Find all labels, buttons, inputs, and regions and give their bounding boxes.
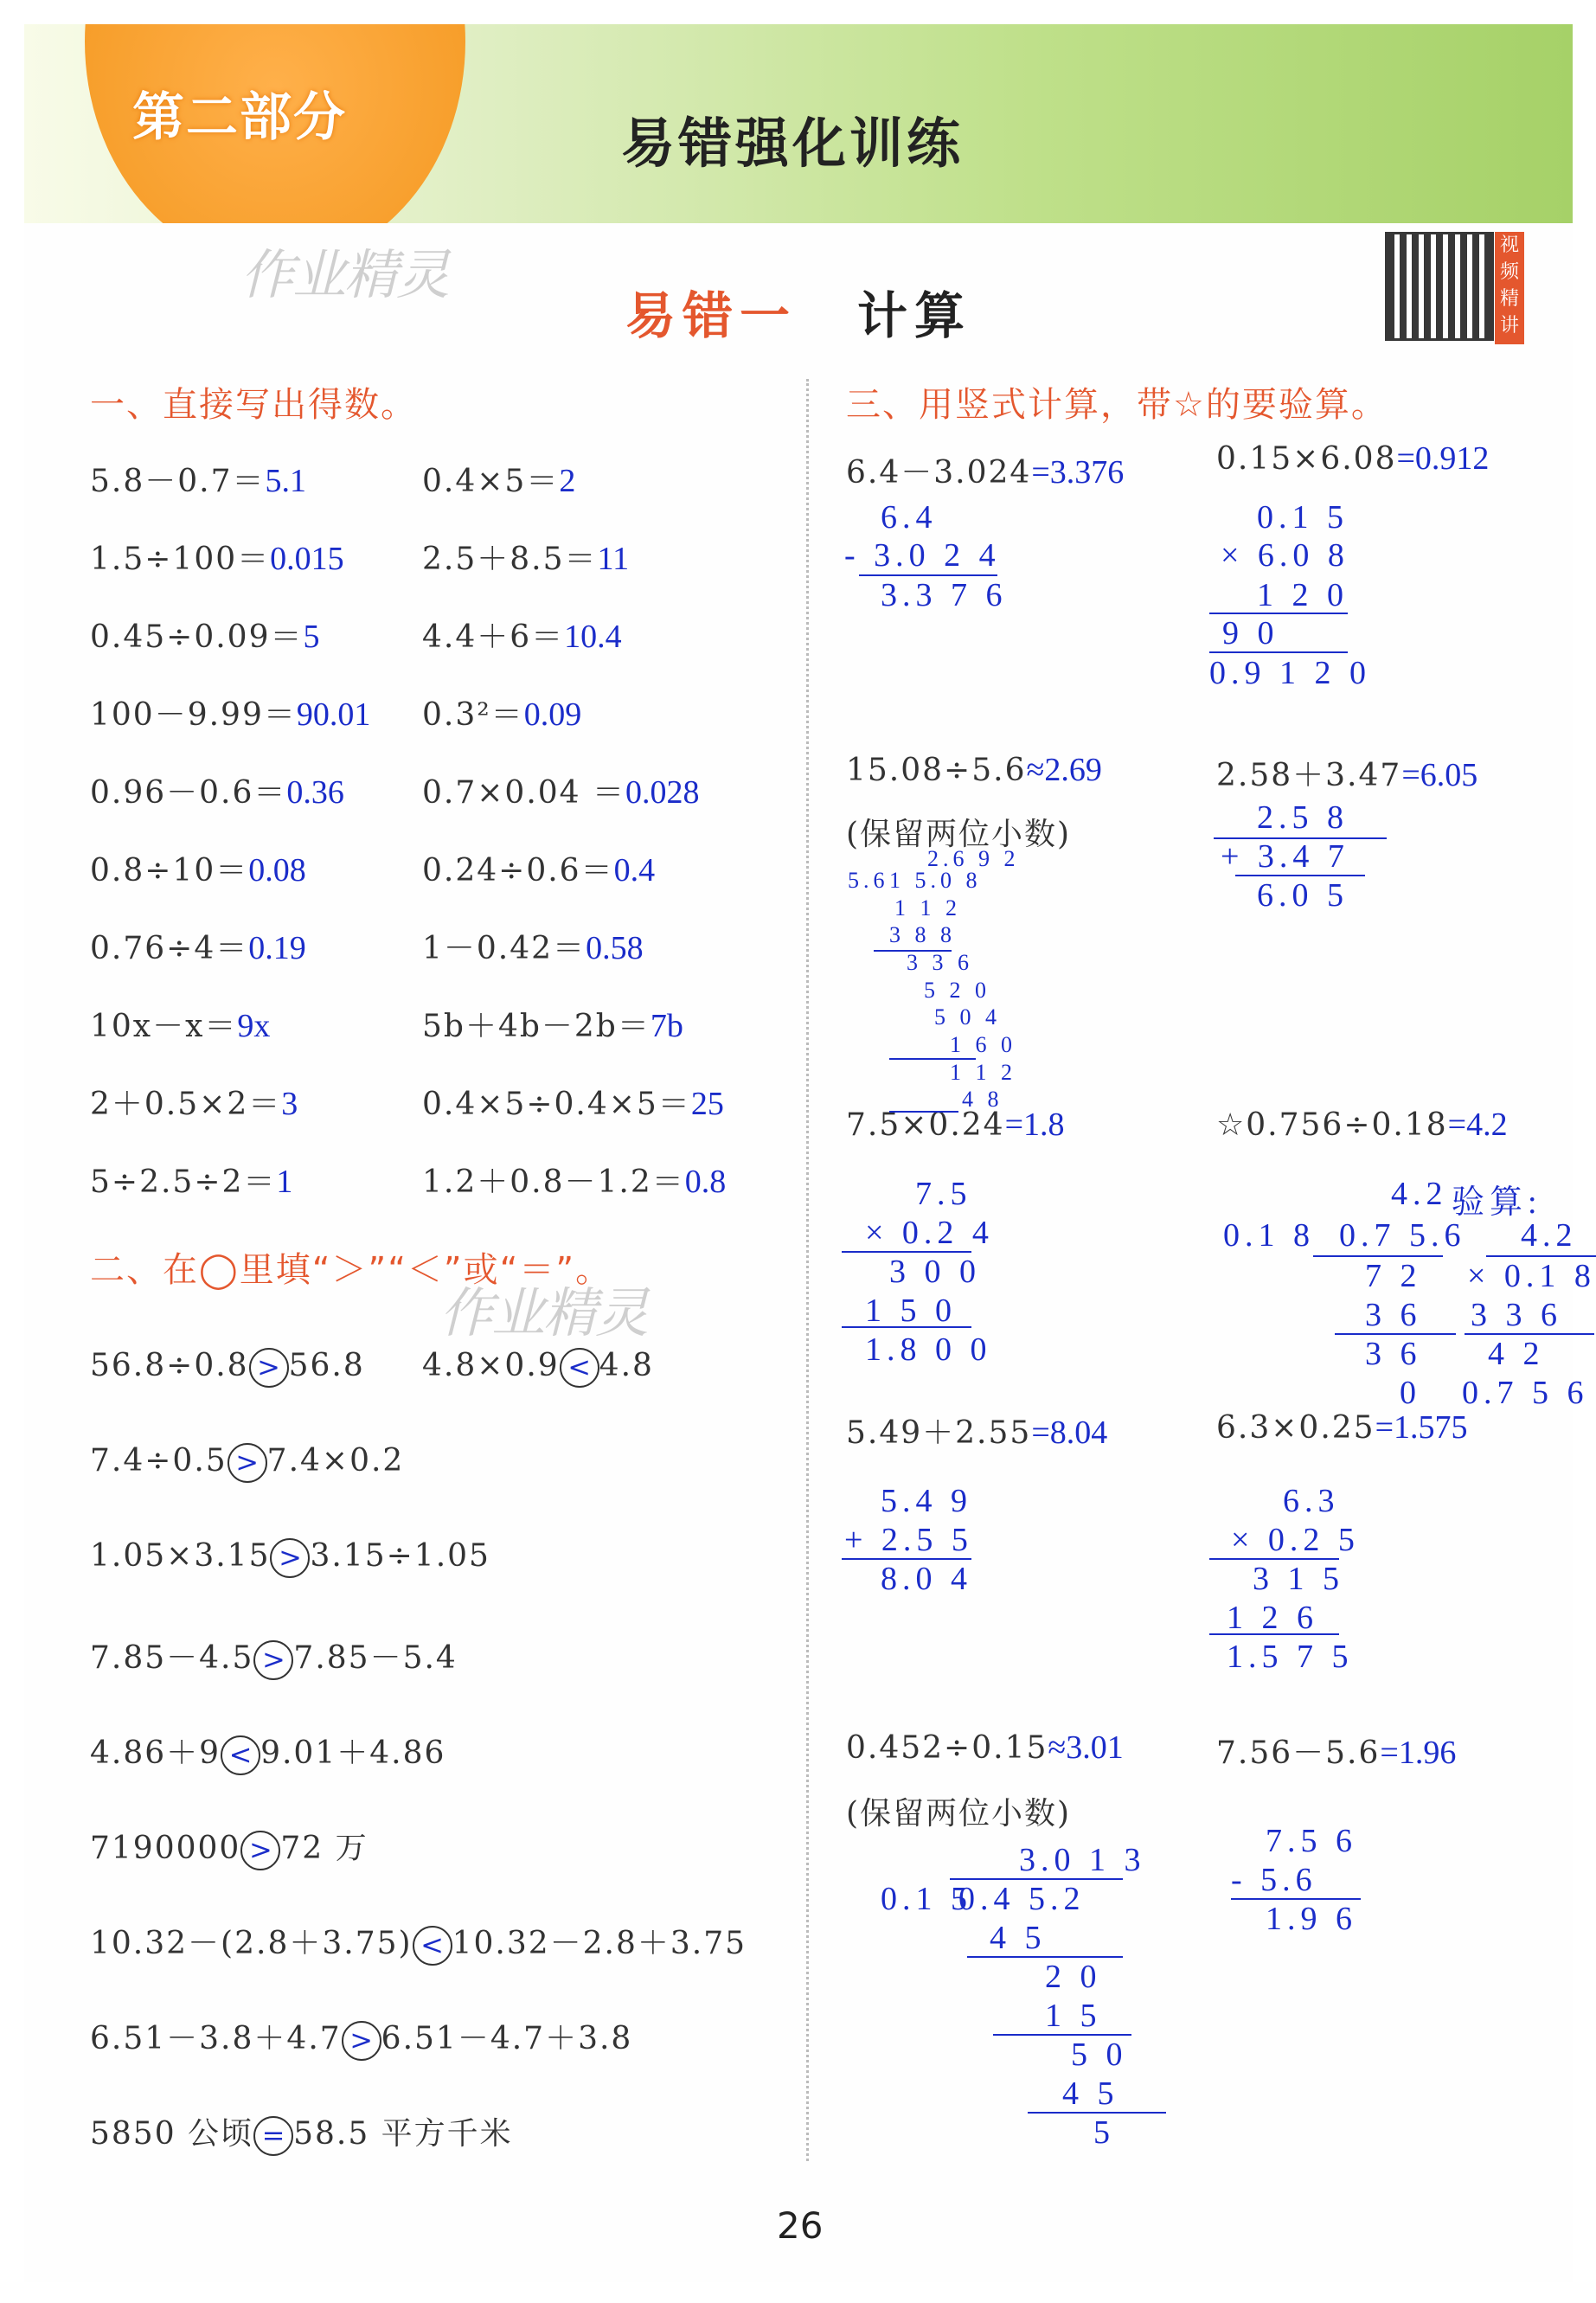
compare-left: 1.05×3.15 xyxy=(90,1538,271,1574)
compare-circle[interactable]: > xyxy=(342,2021,381,2061)
work-line: 5 0 4 xyxy=(934,1004,1001,1030)
compare-circle[interactable]: < xyxy=(560,1348,599,1388)
watermark-2: 作业精灵 xyxy=(439,1281,648,1344)
work-line: 1 1 2 xyxy=(894,895,961,921)
work-rule xyxy=(1028,2112,1166,2114)
work-line: 1 2 0 xyxy=(1257,577,1349,613)
problem-expression: 15.08÷5.6 xyxy=(846,753,1027,788)
vertical-problem xyxy=(1216,439,1489,478)
part-label: 第二部分 xyxy=(132,87,347,148)
work-line: 8.0 4 xyxy=(881,1561,972,1597)
work-line: 2.6 9 2 xyxy=(927,846,1020,871)
work-rule xyxy=(874,950,952,952)
work-line: 0.1 5 xyxy=(1257,499,1349,536)
compare-right: 72 万 xyxy=(280,1831,369,1866)
section1-heading: 一、直接写出得数。 xyxy=(90,385,417,425)
compare-left: 4.8×0.9 xyxy=(422,1348,560,1383)
page xyxy=(24,24,1596,2282)
work-rule xyxy=(1209,1633,1339,1635)
vertical-problem xyxy=(1216,751,1477,795)
problem-answer: =0.912 xyxy=(1396,440,1490,477)
work-line: × 0.2 5 xyxy=(1231,1522,1360,1558)
watermark: 作业精灵 xyxy=(240,243,449,306)
calc-question: 0.8÷10＝ xyxy=(90,853,249,888)
compare-right: 7.85－5.4 xyxy=(293,1640,458,1676)
calc-item xyxy=(90,690,370,735)
work-line: 4.2 xyxy=(1391,1176,1448,1212)
compare-item xyxy=(90,1348,365,1388)
compare-item xyxy=(90,1538,490,1578)
calc-item xyxy=(422,846,655,890)
compare-circle[interactable]: < xyxy=(413,1926,452,1966)
work-line: × 6.0 8 xyxy=(1221,537,1349,574)
work-line: 9 0 xyxy=(1222,615,1279,651)
problem-answer: =3.376 xyxy=(1031,454,1125,491)
problem-expression: 7.5×0.24 xyxy=(846,1107,1005,1143)
calc-answer: 3 xyxy=(281,1086,298,1122)
calc-question: 0.7×0.04 ＝ xyxy=(422,775,626,811)
work-rule xyxy=(1335,1333,1456,1335)
work-rule xyxy=(1486,1255,1596,1257)
calc-item xyxy=(90,924,306,968)
work-rule xyxy=(1209,651,1348,653)
work-line: 3 6 xyxy=(1365,1336,1422,1372)
work-line: - 3.0 2 4 xyxy=(844,537,1001,574)
calc-question: 10x－x＝ xyxy=(90,1009,238,1044)
work-line: × 0.1 8 xyxy=(1467,1258,1596,1294)
calc-answer: 0.08 xyxy=(248,852,306,888)
work-line: 1.9 6 xyxy=(1266,1901,1357,1937)
calc-question: 2.5＋8.5＝ xyxy=(422,542,598,577)
work-line: 4 5 xyxy=(990,1920,1047,1956)
work-line: 0.9 1 2 0 xyxy=(1209,655,1371,691)
work-line: 3.3 7 6 xyxy=(881,577,1008,613)
work-line: 1.8 0 0 xyxy=(865,1331,992,1368)
problem-expression: 0.452÷0.15 xyxy=(846,1730,1048,1766)
calc-question: 0.96－0.6＝ xyxy=(90,775,287,811)
compare-circle[interactable]: < xyxy=(221,1735,260,1775)
compare-circle[interactable]: > xyxy=(249,1348,289,1388)
compare-right: 4.8 xyxy=(599,1348,654,1383)
lesson-title xyxy=(24,275,1573,348)
compare-right: 56.8 xyxy=(288,1348,365,1383)
calc-answer: 25 xyxy=(690,1086,724,1122)
work-rule xyxy=(1214,837,1387,839)
section3-heading: 三、用竖式计算，带☆的要验算。 xyxy=(846,385,1388,425)
calc-question: 1.5÷100＝ xyxy=(90,542,271,577)
work-line: 0.7 5 6 xyxy=(1462,1375,1589,1411)
compare-circle[interactable]: > xyxy=(228,1443,267,1483)
calc-item xyxy=(90,1080,298,1124)
work-line: 1 5.0 8 xyxy=(889,868,982,893)
work-line: 4 8 xyxy=(962,1087,1003,1112)
calc-item xyxy=(422,690,581,735)
calc-answer: 0.36 xyxy=(286,774,344,811)
work-line: 4 2 xyxy=(1488,1336,1545,1372)
calc-item xyxy=(422,1158,726,1202)
problem-expression: 7.56－5.6 xyxy=(1216,1735,1381,1771)
work-rule xyxy=(967,1956,1123,1958)
work-line: 1 5 xyxy=(1045,1998,1102,2034)
calc-answer: 9x xyxy=(237,1008,271,1044)
compare-item xyxy=(90,2014,632,2061)
work-line: 3 8 8 xyxy=(889,922,956,947)
problem-answer: ≈3.01 xyxy=(1048,1729,1124,1766)
calc-question: 0.4×5＝ xyxy=(422,464,560,499)
work-rule xyxy=(1235,875,1365,876)
check-label: 验算: xyxy=(1452,1184,1542,1221)
compare-item xyxy=(90,1729,445,1775)
problem-answer: ≈2.69 xyxy=(1026,752,1102,788)
compare-item xyxy=(90,1633,458,1680)
section2-heading: 二、在◯里填“＞”“＜”或“＝”。 xyxy=(90,1250,612,1290)
calc-item xyxy=(90,613,319,657)
work-line: 4.2 xyxy=(1521,1217,1578,1254)
calc-question: 0.24÷0.6＝ xyxy=(422,853,614,888)
calc-answer: 90.01 xyxy=(296,696,371,733)
calc-answer: 10.4 xyxy=(564,619,622,655)
video-tag: 视频精讲 xyxy=(1495,232,1524,344)
calc-item xyxy=(90,535,344,579)
calc-answer: 7b xyxy=(650,1008,683,1044)
work-line: 1 6 0 xyxy=(950,1032,1016,1057)
calc-answer: 0.4 xyxy=(613,852,656,888)
compare-circle[interactable]: > xyxy=(270,1538,310,1578)
compare-item xyxy=(90,1443,404,1483)
work-line: 5 2 0 xyxy=(924,978,990,1003)
compare-left: 7.4÷0.5 xyxy=(90,1443,228,1479)
compare-left: 7190000 xyxy=(90,1831,241,1866)
compare-left: 10.32－(2.8＋3.75) xyxy=(90,1926,413,1961)
work-line: 2 0 xyxy=(1045,1959,1102,1995)
compare-circle[interactable]: > xyxy=(253,1640,293,1680)
problem-expression: 2.58＋3.47 xyxy=(1216,758,1402,793)
compare-item xyxy=(90,1919,747,1966)
compare-circle[interactable]: = xyxy=(253,2116,293,2156)
calc-item xyxy=(90,768,344,812)
problem-answer: =6.05 xyxy=(1401,757,1478,793)
calc-item xyxy=(422,457,575,501)
work-rule xyxy=(1209,1558,1339,1560)
work-line: 6.3 xyxy=(1283,1483,1340,1519)
qr-code-icon[interactable] xyxy=(1385,232,1494,341)
work-line: 7.5 xyxy=(915,1176,972,1212)
work-line: 3 6 xyxy=(1365,1297,1422,1333)
calc-answer: 0.015 xyxy=(270,541,344,577)
work-line: 7.5 6 xyxy=(1266,1823,1357,1859)
work-line: 7 2 xyxy=(1365,1258,1422,1294)
calc-item xyxy=(422,1080,724,1124)
work-rule xyxy=(993,2034,1131,2036)
work-line: 6.0 5 xyxy=(1257,877,1349,914)
compare-right: 10.32－2.8＋3.75 xyxy=(452,1926,747,1961)
compare-left: 5850 公顷 xyxy=(90,2116,254,2152)
compare-item xyxy=(90,2109,513,2156)
calc-answer: 5.1 xyxy=(265,463,307,499)
problem-expression: ☆0.756÷0.18 xyxy=(1216,1107,1448,1143)
calc-question: 1－0.42＝ xyxy=(422,931,586,966)
compare-item xyxy=(90,1824,369,1870)
work-rule xyxy=(950,1878,1123,1880)
work-rule xyxy=(889,1058,976,1060)
work-line: 0.1 5 xyxy=(881,1881,972,1917)
work-line: 2.5 8 xyxy=(1257,799,1349,836)
calc-answer: 0.09 xyxy=(523,696,582,733)
calc-question: 0.76÷4＝ xyxy=(90,931,249,966)
work-line: 0 xyxy=(1400,1375,1421,1411)
calc-item xyxy=(90,1158,292,1202)
page-number: 26 xyxy=(777,2204,824,2247)
problem-answer: =1.96 xyxy=(1380,1735,1457,1771)
calc-question: 1.2＋0.8－1.2＝ xyxy=(422,1164,685,1200)
vertical-problem xyxy=(1216,1729,1456,1773)
calc-item xyxy=(90,457,306,501)
calc-question: 5÷2.5÷2＝ xyxy=(90,1164,277,1200)
work-line: 1 5 0 xyxy=(865,1293,957,1329)
work-line: + 3.4 7 xyxy=(1221,838,1349,875)
compare-right: 9.01＋4.86 xyxy=(260,1735,446,1771)
work-rule xyxy=(859,574,997,576)
calc-question: 100－9.99＝ xyxy=(90,697,297,733)
compare-circle[interactable]: > xyxy=(240,1831,280,1870)
work-line: 3 3 6 xyxy=(907,950,973,975)
work-line: 1 2 6 xyxy=(1227,1600,1318,1636)
work-line: 0.7 5.6 xyxy=(1339,1217,1466,1254)
problem-answer: =1.8 xyxy=(1004,1107,1065,1143)
work-line: 5.4 9 xyxy=(881,1483,972,1519)
problem-answer: =8.04 xyxy=(1031,1415,1108,1451)
work-line: 6.4 xyxy=(881,499,938,536)
calc-item xyxy=(90,846,306,890)
problem-expression: 6.3×0.25 xyxy=(1216,1410,1375,1446)
compare-right: 6.51－4.7＋3.8 xyxy=(381,2021,633,2056)
vertical-problem xyxy=(1216,1408,1468,1447)
column-divider xyxy=(806,379,809,2161)
vertical-problem xyxy=(846,751,1102,789)
problem-expression: 5.49＋2.55 xyxy=(846,1415,1032,1451)
work-rule xyxy=(842,1558,971,1560)
compare-left: 4.86＋9 xyxy=(90,1735,221,1771)
calc-item xyxy=(422,924,644,968)
problem-expression: 6.4－3.024 xyxy=(846,455,1032,491)
calc-item xyxy=(90,1002,270,1046)
work-line: 1.5 7 5 xyxy=(1227,1639,1354,1675)
vertical-problem xyxy=(846,1408,1107,1453)
work-line: 5.6 xyxy=(848,868,889,893)
calc-question: 5.8－0.7＝ xyxy=(90,464,266,499)
calc-answer: 0.8 xyxy=(684,1164,727,1200)
compare-item xyxy=(422,1348,654,1388)
calc-question: 4.4＋6＝ xyxy=(422,619,565,655)
problem-expression: 0.15×6.08 xyxy=(1216,441,1397,477)
problem-answer: =1.575 xyxy=(1375,1409,1468,1446)
work-line: - 5.6 xyxy=(1231,1862,1317,1898)
calc-question: 5b＋4b－2b＝ xyxy=(422,1009,651,1044)
calc-item xyxy=(422,768,700,812)
calc-question: 0.4×5÷0.4×5＝ xyxy=(422,1087,691,1122)
calc-answer: 2 xyxy=(559,463,576,499)
lesson-topic: 计算 xyxy=(857,286,972,345)
banner-title: 易错强化训练 xyxy=(621,112,965,175)
calc-question: 0.3²＝ xyxy=(422,697,524,733)
work-line: + 2.5 5 xyxy=(844,1522,973,1558)
work-line: 5 0 xyxy=(1071,2037,1128,2073)
calc-answer: 1 xyxy=(276,1164,293,1200)
calc-answer: 0.028 xyxy=(625,774,700,811)
work-line: × 0.2 4 xyxy=(865,1215,994,1251)
work-line: 5 xyxy=(1093,2114,1115,2151)
work-line: 3 3 6 xyxy=(1471,1297,1562,1333)
calc-item xyxy=(422,613,622,657)
work-line: 3.0 1 3 xyxy=(1019,1842,1146,1878)
calc-answer: 11 xyxy=(597,541,630,577)
calc-item xyxy=(422,535,629,579)
work-rule xyxy=(1313,1255,1443,1257)
work-rule xyxy=(1209,613,1348,614)
lesson-label: 易错一 xyxy=(625,286,797,345)
calc-answer: 0.58 xyxy=(586,930,644,966)
work-rule xyxy=(842,1326,971,1328)
vertical-problem xyxy=(846,1729,1124,1767)
work-rule xyxy=(842,1251,971,1253)
header-banner xyxy=(24,24,1573,223)
calc-answer: 5 xyxy=(303,619,320,655)
work-rule xyxy=(1231,1898,1361,1900)
keep-two-decimals-2: (保留两位小数) xyxy=(846,1796,1072,1831)
compare-right: 58.5 平方千米 xyxy=(293,2116,513,2152)
compare-left: 56.8÷0.8 xyxy=(90,1348,249,1383)
compare-right: 3.15÷1.05 xyxy=(310,1538,490,1574)
calc-question: 0.45÷0.09＝ xyxy=(90,619,304,655)
work-line: 0.4 5.2 xyxy=(958,1881,1086,1917)
work-line: 3 0 0 xyxy=(889,1254,981,1290)
vertical-problem xyxy=(1216,1106,1508,1144)
work-line: 0.1 8 xyxy=(1223,1217,1315,1254)
work-line: 4 5 xyxy=(1062,2075,1119,2112)
work-line: 3 1 5 xyxy=(1253,1561,1344,1597)
compare-right: 7.4×0.2 xyxy=(266,1443,405,1479)
calc-answer: 0.19 xyxy=(248,930,306,966)
calc-question: 2＋0.5×2＝ xyxy=(90,1087,282,1122)
work-rule xyxy=(889,1111,958,1113)
work-rule xyxy=(1465,1333,1594,1335)
compare-left: 7.85－4.5 xyxy=(90,1640,254,1676)
keep-two-decimals: (保留两位小数) xyxy=(846,817,1072,852)
problem-answer: =4.2 xyxy=(1447,1107,1508,1143)
vertical-problem xyxy=(846,448,1124,492)
work-line: 1 1 2 xyxy=(950,1060,1016,1085)
compare-left: 6.51－3.8＋4.7 xyxy=(90,2021,342,2056)
calc-item xyxy=(422,1002,683,1046)
